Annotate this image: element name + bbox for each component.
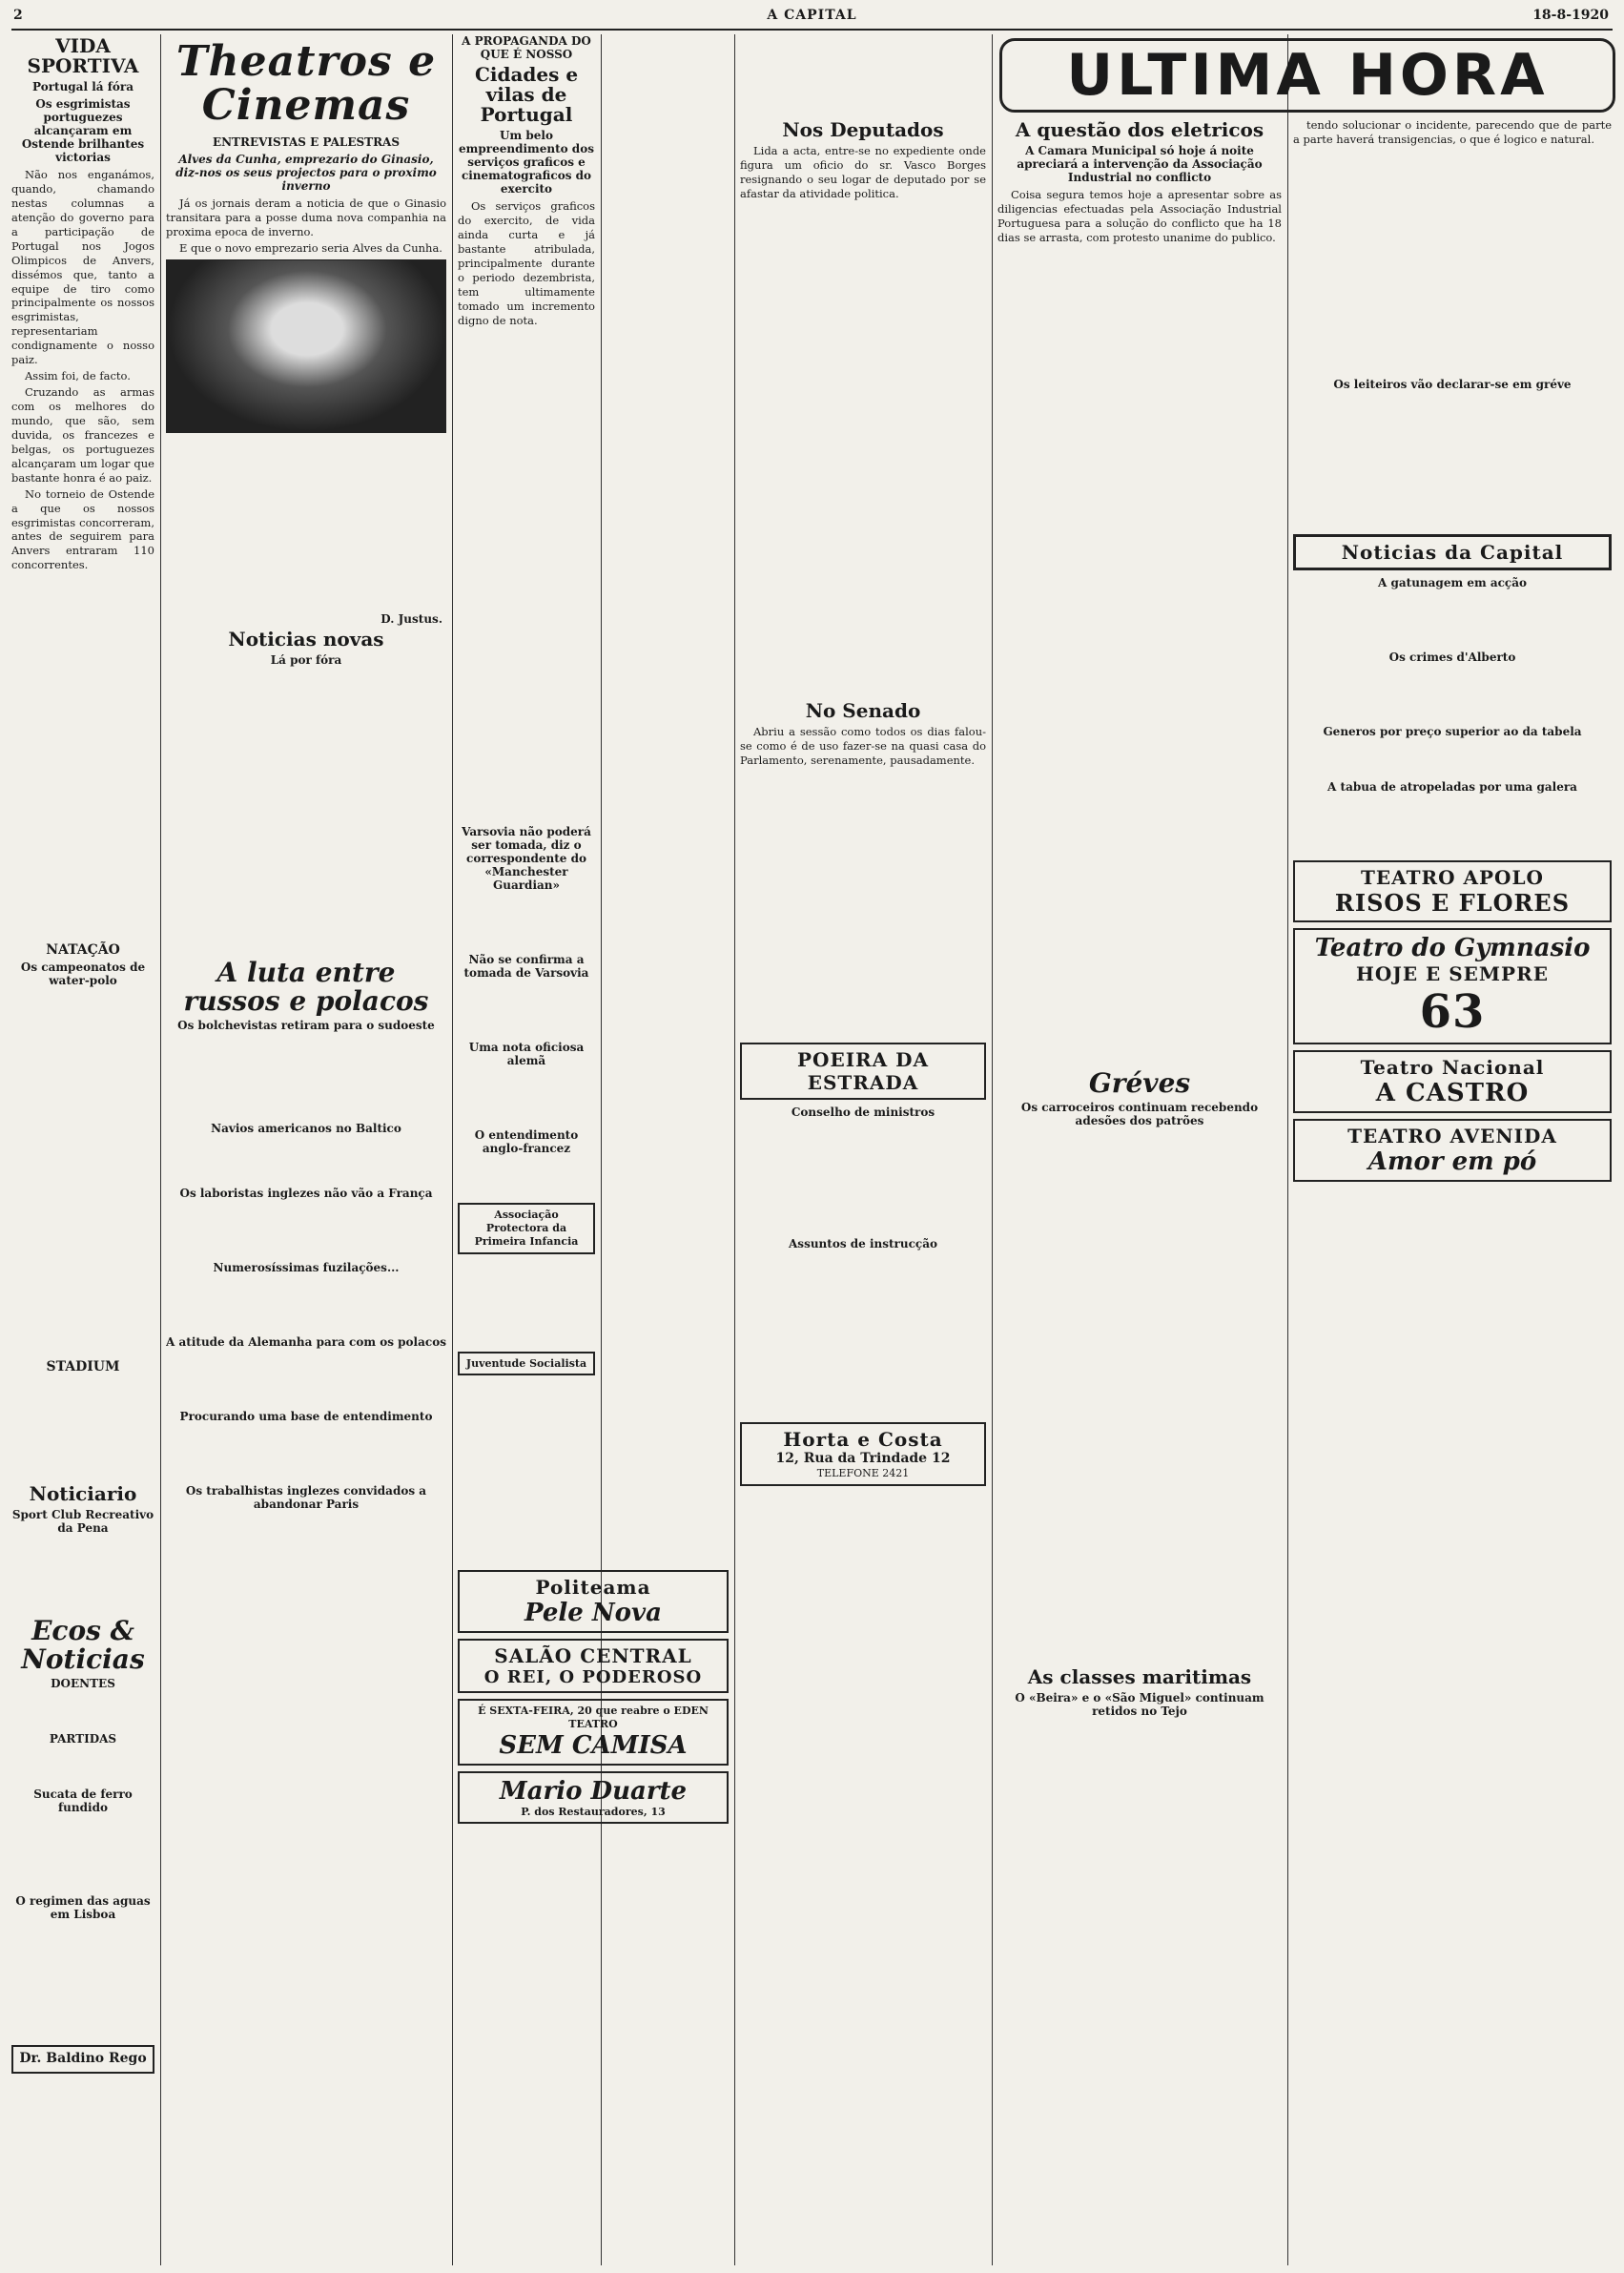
ad-title: Dr. Baldino Rego bbox=[19, 2051, 147, 2067]
subheading: Os bolchevistas retiram para o sudoeste bbox=[177, 1018, 435, 1032]
section-title: A luta entre russos e polacos bbox=[183, 957, 429, 1017]
subheading: Lá por fóra bbox=[270, 653, 342, 668]
ad-stack bbox=[458, 1564, 729, 2265]
ad-address: 12, Rua da Trindade 12 bbox=[775, 1450, 951, 1466]
advertisement bbox=[1293, 1050, 1612, 1113]
advertisement bbox=[1293, 1119, 1612, 1182]
issue-date: 18-8-1920 bbox=[1532, 8, 1609, 23]
subheading: Uma nota oficiosa alemã bbox=[468, 1041, 585, 1068]
ad-title: É SEXTA-FEIRA, 20 que reabre o EDEN TEATRO bbox=[478, 1705, 709, 1730]
ad-number: 63 bbox=[1419, 984, 1486, 1039]
subheading: DOENTES bbox=[51, 1677, 115, 1691]
association-box bbox=[458, 1203, 595, 1253]
signature: D. Justus. bbox=[380, 612, 442, 627]
banner-title: ULTIMA HORA bbox=[1066, 42, 1549, 109]
subheading: Conselho de ministros bbox=[791, 1105, 935, 1119]
paragraph: Abriu a sessão como todos os dias falou-se como é de uso fazer-se na quasi casa do Parlamento, serenamente, pausadamente. bbox=[740, 724, 986, 767]
subheading: A atitude da Alemanha para com os polacos bbox=[166, 1334, 446, 1349]
subheading: Alves da Cunha, emprezario do Ginasio, diz-nos os seus projectos para o proximo inverno bbox=[175, 153, 437, 194]
subheading: Os crimes d'Alberto bbox=[1388, 650, 1516, 664]
ad-address: P. dos Restauradores, 13 bbox=[521, 1805, 666, 1818]
column-theatre bbox=[166, 34, 446, 2265]
ad-title: Teatro do Gymnasio bbox=[1314, 933, 1591, 962]
advertisement bbox=[740, 1043, 986, 1100]
ad-title: Mario Duarte bbox=[499, 1776, 688, 1806]
ad-subtitle: RISOS E FLORES bbox=[1334, 888, 1571, 917]
section-title: As classes maritimas bbox=[1027, 1665, 1252, 1689]
subheading: O entendimento anglo-francez bbox=[474, 1128, 579, 1156]
section-title: Ecos & Noticias bbox=[21, 1615, 145, 1675]
advertisement bbox=[458, 1570, 729, 1633]
column-rule bbox=[734, 34, 735, 2265]
masthead bbox=[11, 4, 1613, 31]
subheading: Os laboristas inglezes não vão a França bbox=[179, 1186, 433, 1200]
column-rule bbox=[992, 34, 993, 2265]
ad-subtitle: O REI, O PODEROSO bbox=[483, 1667, 703, 1687]
ad-title: Teatro Nacional bbox=[1360, 1055, 1545, 1079]
subheading: Os leiteiros vão declarar-se em gréve bbox=[1333, 377, 1572, 391]
subheading: A gatunagem em acção bbox=[1378, 575, 1527, 589]
section-title: Nos Deputados bbox=[782, 118, 944, 141]
advertisement bbox=[740, 1422, 986, 1486]
column-rule bbox=[1287, 34, 1288, 2265]
ad-title: SALÃO CENTRAL bbox=[494, 1644, 692, 1667]
subheading: Os campeonatos de water-polo bbox=[20, 961, 146, 988]
ad-title: TEATRO AVENIDA bbox=[1347, 1124, 1557, 1147]
page-number: 2 bbox=[13, 8, 23, 23]
subheading: ENTREVISTAS E PALESTRAS bbox=[212, 135, 401, 150]
paragraph: Assim foi, de facto. bbox=[25, 369, 131, 383]
column-strikes bbox=[997, 118, 1282, 2265]
subheading: Navios americanos no Baltico bbox=[211, 1121, 401, 1135]
section-title: VIDA SPORTIVA bbox=[27, 34, 139, 77]
subheading: A Camara Municipal só hoje á noite apreciará a intervenção da Associação Industrial no conflicto bbox=[1017, 144, 1263, 184]
ad-title: POEIRA DA ESTRADA bbox=[796, 1047, 930, 1094]
subheading: Sport Club Recreativo da Pena bbox=[11, 1508, 154, 1536]
subheading: Um belo empreendimento dos serviços graficos e cinematograficos do exercito bbox=[459, 129, 594, 196]
subheading: Portugal lá fóra bbox=[32, 80, 134, 93]
subheading: Não se confirma a tomada de Varsovia bbox=[463, 953, 589, 981]
paragraph: Os serviços graficos do exercito, de vida ainda curta e já bastante atribulada, principalmente durante o periodo dezembrista, tem ultimamente tomado um incremento digno de nota. bbox=[458, 199, 595, 327]
section-title: Noticiario bbox=[29, 1482, 137, 1506]
box-title: Juventude Socialista bbox=[465, 1356, 587, 1370]
ad-phone: TELEFONE 2421 bbox=[816, 1467, 910, 1480]
ad-subtitle: A CASTRO bbox=[1375, 1078, 1530, 1107]
section-title: Theatros e Cinemas bbox=[175, 37, 437, 131]
subheading: PARTIDAS bbox=[49, 1732, 117, 1746]
association-box bbox=[458, 1352, 595, 1376]
paragraph: Coisa segura temos hoje a apresentar sobre as diligencias efectuadas pela Associação Industrial Portuguesa para a solução do conflicto que ha 18 dias se arrasta, com protesto unanime do publico. bbox=[997, 188, 1282, 244]
section-title: NATAÇÃO bbox=[46, 942, 120, 959]
ultima-hora-banner bbox=[999, 38, 1615, 113]
advertisement bbox=[11, 2045, 154, 2074]
paragraph: No torneio de Ostende a que os nossos esgrimistas concorreram, antes de seguirem para Anvers entraram 110 concorrentes. bbox=[11, 486, 154, 572]
ad-subtitle: Pele Nova bbox=[524, 1599, 662, 1627]
subheading: O regimen das aguas em Lisboa bbox=[15, 1894, 151, 1922]
subheading: Sucata de ferro fundido bbox=[33, 1787, 133, 1815]
paragraph: Lida a acta, entre-se no expediente onde figura um oficio do sr. Vasco Borges resignando o seu logar de deputado por se afastar da atividade politica. bbox=[740, 144, 986, 200]
subheading: Assuntos de instrucção bbox=[789, 1236, 937, 1250]
ad-title: Politeama bbox=[535, 1576, 651, 1599]
section-title: Cidades e vilas de Portugal bbox=[474, 63, 579, 126]
portrait-photo bbox=[166, 259, 446, 433]
advertisement bbox=[1293, 860, 1612, 922]
advertisement bbox=[1293, 928, 1612, 1044]
paragraph: tendo solucionar o incidente, parecendo que de parte a parte haverá transigencias, o que é logico e natural. bbox=[1293, 118, 1612, 146]
advertisement bbox=[458, 1771, 729, 1825]
paragraph: Cruzando as armas com os melhores do mundo, que são, sem duvida, os francezes e belgas, os portuguezes alcançaram um logar que bastante honra é ao paiz. bbox=[11, 385, 154, 485]
advertisement bbox=[458, 1699, 729, 1766]
ad-subtitle: HOJE E SEMPRE bbox=[1356, 961, 1549, 985]
paragraph: Já os jornais deram a noticia de que o Ginasio transitara para a posse duma nova companhia na proxima epoca de inverno. bbox=[166, 196, 446, 239]
column-parliament bbox=[740, 118, 986, 2265]
ad-subtitle: Amor em pó bbox=[1367, 1147, 1537, 1176]
subheading: O «Beira» e o «São Miguel» continuam retidos no Tejo bbox=[1015, 1691, 1264, 1719]
paragraph: Não nos enganámos, quando, chamando nestas columnas a atenção do governo para a participação de Portugal nos Jogos Olimpicos de Anvers, dissémos que, tanto a equipe de tiro como principalmente os nossos esgrimistas, representariam condignamente o nosso paiz. bbox=[11, 168, 154, 367]
section-title: Noticias novas bbox=[228, 628, 384, 651]
column-rule bbox=[160, 34, 161, 2265]
subheading: Os trabalhistas inglezes convidados a abandonar Paris bbox=[185, 1483, 427, 1511]
subheading: Numerosíssimas fuzilações... bbox=[213, 1260, 400, 1274]
subheading: Varsovia não poderá ser tomada, diz o correspondente do «Manchester Guardian» bbox=[462, 825, 591, 893]
section-title: Gréves bbox=[1088, 1066, 1191, 1099]
section-title: A questão dos eletricos bbox=[1015, 118, 1264, 141]
subheading: Os carroceiros continuam recebendo adesões dos patrões bbox=[1020, 1101, 1259, 1128]
section-title: No Senado bbox=[805, 698, 921, 722]
paragraph: E que o novo emprezario seria Alves da Cunha. bbox=[179, 241, 442, 256]
ad-title: Horta e Costa bbox=[783, 1427, 943, 1451]
column-capital-news bbox=[1293, 118, 1612, 2265]
column-rule bbox=[452, 34, 453, 2265]
ad-subtitle: SEM CAMISA bbox=[499, 1730, 688, 1760]
ad-title: TEATRO APOLO bbox=[1361, 865, 1544, 889]
subheading: Generos por preço superior ao da tabela bbox=[1323, 724, 1582, 738]
section-title: STADIUM bbox=[46, 1359, 120, 1375]
section-title: Noticias da Capital bbox=[1341, 540, 1564, 564]
advertisement bbox=[458, 1639, 729, 1693]
section-banner bbox=[1293, 534, 1612, 570]
subheading: Os esgrimistas portuguezes alcançaram em Ostende brilhantes victorias bbox=[21, 97, 145, 164]
subheading: Procurando uma base de entendimento bbox=[179, 1409, 433, 1423]
column-sports bbox=[11, 34, 154, 2265]
box-title: Associação Protectora da Primeira Infancia bbox=[474, 1209, 579, 1248]
section-kicker: A PROPAGANDA DO QUE É NOSSO bbox=[462, 34, 591, 61]
subheading: A tabua de atropeladas por uma galera bbox=[1327, 779, 1577, 794]
newspaper-name: A CAPITAL bbox=[767, 8, 857, 23]
